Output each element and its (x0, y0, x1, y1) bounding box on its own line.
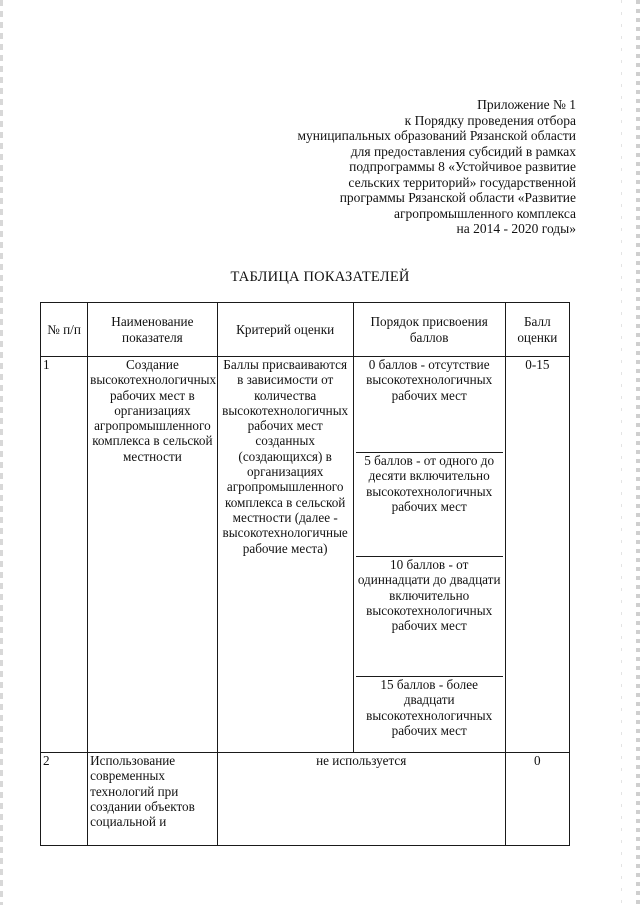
score-value: 0 (505, 753, 569, 846)
scoring-option: 10 баллов - от одиннадцати до двадцати включительно высокотехнологичных рабочих мест (356, 557, 503, 677)
header-order: Порядок присвоения баллов (353, 303, 505, 357)
indicators-table (40, 302, 570, 846)
scoring-order (353, 357, 505, 753)
evaluation-criteria: Баллы присваиваются в зависимости от количества высокотехнологичных рабочих мест созданных (создающихся) в организациях агропромышленного комплекса в сельской местности (далее - высокотехнологичные рабочие места) (217, 357, 353, 753)
header-name: Наименование показателя (88, 303, 218, 357)
scoring-option: 5 баллов - от одного до десяти включительно высокотехнологичных рабочих мест (356, 453, 503, 557)
document-title: ТАБЛИЦА ПОКАЗАТЕЛЕЙ (230, 269, 410, 285)
scan-edge-left (0, 0, 3, 905)
header-num: № п/п (41, 303, 88, 357)
table-header-row (41, 303, 570, 357)
scoring-option: 0 баллов - отсутствие высокотехнологичных рабочих мест (356, 357, 503, 453)
scan-edge-right-inner (621, 0, 622, 905)
appendix-line: сельских территорий» государственной (348, 174, 576, 190)
indicator-name: Создание высокотехнологичных рабочих мест в организациях агропромышленного комплекса в сельской местности (88, 357, 218, 753)
criteria-and-order: не используется (217, 753, 505, 846)
header-criteria: Критерий оценки (217, 303, 353, 357)
appendix-line: программы Рязанской области «Развитие (339, 190, 576, 205)
appendix-header (246, 97, 576, 237)
appendix-line: подпрограммы 8 «Устойчивое развитие (349, 159, 576, 174)
appendix-line: муниципальных образований Рязанской области (297, 128, 576, 143)
appendix-line: Приложение № 1 (477, 97, 576, 112)
header-score: Балл оценки (505, 303, 569, 357)
table-row (41, 357, 570, 753)
appendix-line: к Порядку проведения отбора (404, 112, 576, 128)
score-value: 0-15 (505, 357, 569, 753)
scoring-option: 15 баллов - более двадцати высокотехнологичных рабочих мест (366, 677, 493, 738)
row-number: 2 (41, 753, 88, 846)
row-number: 1 (41, 357, 88, 753)
appendix-line: агропромышленного комплекса (394, 205, 576, 221)
scan-edge-right (636, 0, 640, 905)
indicator-name: Использование современных технологий при создании объектов социальной и (88, 753, 218, 846)
appendix-line: на 2014 - 2020 годы» (456, 221, 576, 236)
appendix-line: для предоставления субсидий в рамках (350, 143, 576, 159)
table-row (41, 753, 570, 846)
